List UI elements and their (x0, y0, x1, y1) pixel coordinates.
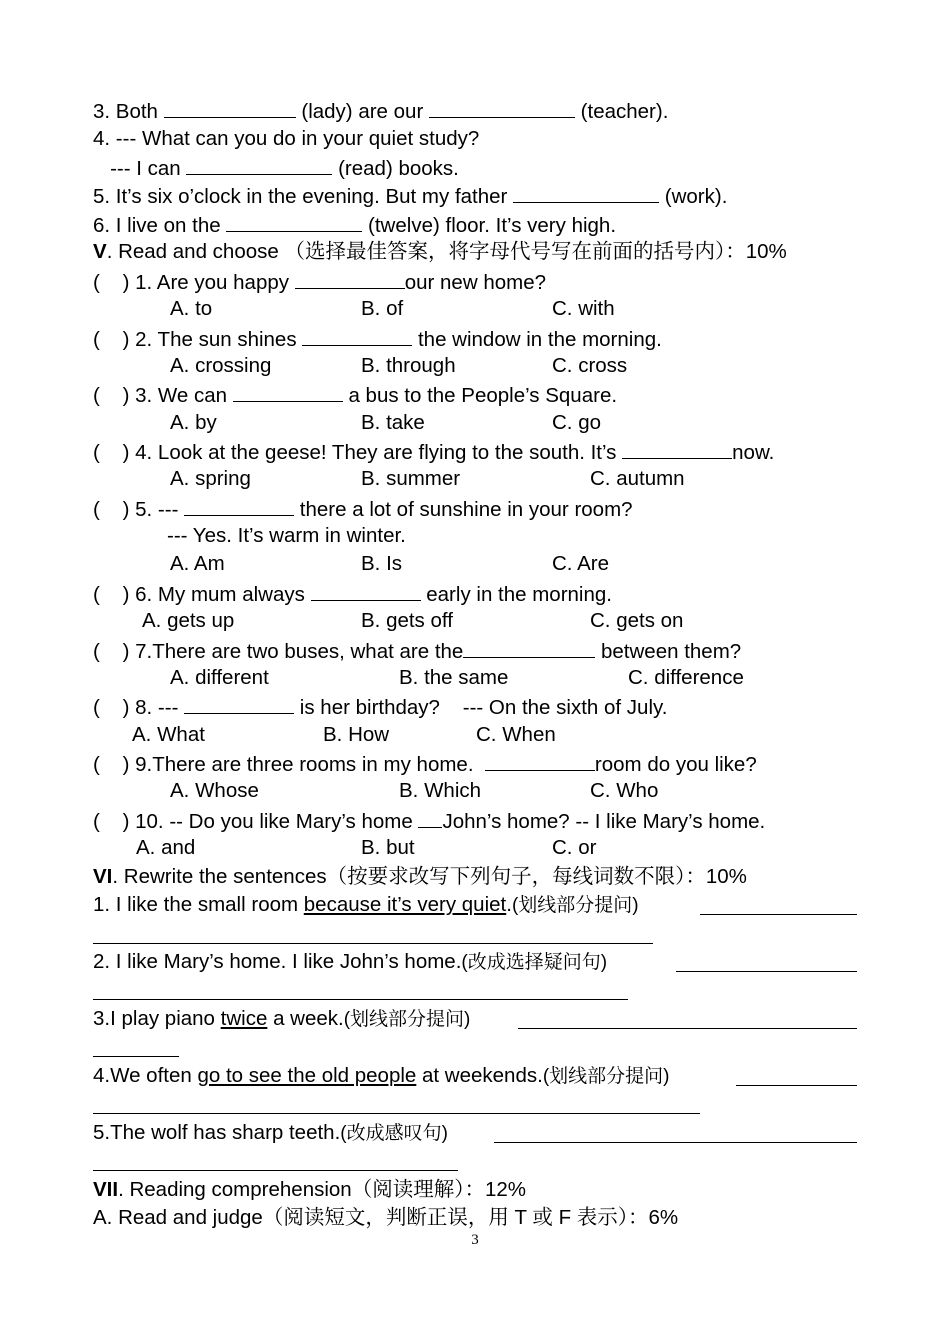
question-stem-end: between them? (595, 640, 742, 663)
rewrite-text-end: at weekends. (416, 1064, 543, 1087)
option-c: C. difference (628, 666, 744, 689)
answer-line[interactable] (93, 943, 653, 944)
answer-line[interactable] (93, 999, 628, 1000)
mc-question-5 (93, 495, 633, 523)
answer-blank[interactable] (513, 182, 659, 203)
section-7-numeral: VII (93, 1178, 119, 1201)
underlined-part: go to see the old people (197, 1064, 417, 1087)
question-5-response: --- Yes. It’s warm in winter. (167, 524, 406, 547)
rewrite-instruction: (改成选择疑问句) (461, 952, 608, 973)
section-6-numeral: VI (93, 865, 113, 888)
option-a: A. by (170, 411, 217, 434)
fill-q5-text: 5. It’s six o’clock in the evening. But my father (93, 185, 514, 208)
option-a: A. different (170, 666, 269, 689)
answer-line[interactable] (494, 1142, 857, 1143)
question-stem-end: John’s home? -- I like Mary’s home. (442, 810, 766, 833)
fill-q5 (93, 182, 727, 210)
rewrite-4 (93, 1063, 669, 1090)
question-stem: ( ) 9.There are three rooms in my home. (93, 753, 485, 776)
answer-blank[interactable] (184, 495, 294, 516)
mc-question-6 (93, 580, 612, 608)
option-b: B. gets off (361, 609, 453, 632)
rewrite-2 (93, 949, 607, 976)
option-b: B. Is (361, 552, 403, 575)
fill-q5-post: (work). (659, 185, 728, 208)
section-5-numeral: V (93, 240, 107, 263)
section-7-title: . Reading comprehension (118, 1178, 352, 1201)
question-stem: ( ) 1. Are you happy (93, 271, 295, 294)
question-stem-end: is her birthday? --- On the sixth of July. (294, 696, 668, 719)
section-7-heading (93, 1177, 526, 1203)
option-a: A. spring (170, 467, 251, 490)
option-b: B. through (361, 354, 456, 377)
option-c: C. or (552, 836, 597, 859)
answer-line[interactable] (518, 1028, 857, 1029)
section-7a-instruction: （阅读短文，判断正误，用 T 或 F 表示）：6% (262, 1206, 679, 1229)
mc-question-1 (93, 268, 546, 296)
rewrite-instruction: (划线部分提问) (511, 895, 639, 916)
option-b: B. of (361, 297, 404, 320)
answer-blank[interactable] (311, 580, 421, 601)
mc-question-2 (93, 325, 662, 353)
fill-q6 (93, 211, 616, 239)
page-number: 3 (471, 1232, 479, 1248)
answer-blank[interactable] (302, 325, 412, 346)
rewrite-text: 3.I play piano (93, 1007, 221, 1030)
underlined-part: twice (220, 1007, 268, 1030)
fill-q3 (93, 97, 668, 125)
question-stem: ( ) 2. The sun shines (93, 328, 303, 351)
option-a: A. and (136, 836, 196, 859)
rewrite-text: 1. I like the small room (93, 893, 304, 916)
answer-blank[interactable] (622, 438, 732, 459)
answer-blank[interactable] (186, 154, 332, 175)
mc-question-4 (93, 438, 774, 466)
section-6-heading (93, 864, 747, 890)
option-a: A. crossing (170, 354, 272, 377)
section-5-title: . Read and choose (106, 240, 279, 263)
answer-blank[interactable] (418, 807, 442, 828)
answer-blank[interactable] (463, 637, 595, 658)
rewrite-3 (93, 1006, 470, 1033)
question-stem-end: the window in the morning. (412, 328, 662, 351)
question-stem-end: now. (732, 441, 775, 464)
option-b: B. How (323, 723, 390, 746)
option-c: C. gets on (590, 609, 684, 632)
option-c: C. autumn (590, 467, 685, 490)
mc-question-10 (93, 807, 765, 835)
answer-line[interactable] (93, 1056, 179, 1057)
option-a: A. What (132, 723, 205, 746)
mc-question-3 (93, 381, 617, 409)
question-stem: ( ) 8. --- (93, 696, 185, 719)
rewrite-5 (93, 1120, 448, 1147)
option-b: B. Which (399, 779, 482, 802)
answer-blank[interactable] (295, 268, 405, 289)
option-c: C. cross (552, 354, 628, 377)
answer-line[interactable] (700, 914, 857, 915)
option-b: B. the same (399, 666, 509, 689)
mc-question-8 (93, 693, 667, 721)
fill-q4b (93, 154, 459, 182)
question-stem: ( ) 7.There are two buses, what are the (93, 640, 464, 663)
fill-q6-post: (twelve) floor. It’s very high. (362, 214, 617, 237)
fill-q6-text: 6. I live on the (93, 214, 227, 237)
answer-line[interactable] (93, 1170, 458, 1171)
option-c: C. go (552, 411, 601, 434)
option-a: A. Whose (170, 779, 259, 802)
option-b: B. take (361, 411, 425, 434)
answer-line[interactable] (736, 1085, 857, 1086)
section-6-title: . Rewrite the sentences (112, 865, 327, 888)
answer-blank[interactable] (164, 97, 296, 118)
fill-q3-text: 3. Both (93, 100, 164, 123)
question-stem: ( ) 6. My mum always (93, 583, 311, 606)
question-stem: ( ) 4. Look at the geese! They are flying to the south. It’s (93, 441, 623, 464)
question-stem: ( ) 5. --- (93, 498, 185, 521)
question-stem: ( ) 3. We can (93, 384, 233, 407)
question-stem-end: there a lot of sunshine in your room? (294, 498, 633, 521)
question-stem: ( ) 10. -- Do you like Mary’s home (93, 810, 419, 833)
option-a: A. Am (170, 552, 225, 575)
fill-q4a: 4. --- What can you do in your quiet study? (93, 127, 480, 150)
option-b: B. summer (361, 467, 461, 490)
option-a: A. gets up (142, 609, 235, 632)
answer-blank[interactable] (429, 97, 575, 118)
option-a: A. to (170, 297, 213, 320)
answer-blank[interactable] (233, 381, 343, 402)
fill-q4b-text: --- I can (93, 157, 187, 180)
rewrite-text: 5.The wolf has sharp teeth. (93, 1121, 341, 1144)
rewrite-1 (93, 892, 639, 919)
answer-blank[interactable] (226, 211, 362, 232)
underlined-part: because it’s very quiet (303, 893, 507, 916)
answer-line[interactable] (676, 971, 857, 972)
answer-line[interactable] (93, 1113, 700, 1114)
answer-blank[interactable] (485, 750, 595, 771)
question-stem-end: our new home? (404, 271, 546, 294)
option-c: C. Who (590, 779, 659, 802)
question-stem-end: a bus to the People’s Square. (342, 384, 618, 407)
question-stem-end: early in the morning. (420, 583, 612, 606)
option-c: C. Are (552, 552, 609, 575)
section-5-heading (93, 239, 787, 265)
section-7a-title: A. Read and judge (93, 1206, 263, 1229)
mc-question-9 (93, 750, 757, 778)
fill-q4b-post: (read) books. (332, 157, 459, 180)
fill-q3-post: (teacher). (574, 100, 669, 123)
option-b: B. but (361, 836, 415, 859)
answer-blank[interactable] (184, 693, 294, 714)
section-7a-heading (93, 1205, 678, 1231)
section-7-instruction: （阅读理解）：12% (351, 1178, 526, 1201)
section-5-instruction: （选择最佳答案，将字母代号写在前面的括号内）：10% (284, 240, 787, 263)
option-c: C. with (552, 297, 615, 320)
rewrite-text-end: . (506, 893, 512, 916)
section-6-instruction: （按要求改写下列句子，每线词数不限）：10% (326, 865, 747, 888)
rewrite-text: 4.We often (93, 1064, 198, 1087)
rewrite-instruction: (划线部分提问) (542, 1066, 670, 1087)
mc-question-7 (93, 637, 741, 665)
option-c: C. When (476, 723, 556, 746)
question-stem-end: room do you like? (594, 753, 757, 776)
rewrite-text: 2. I like Mary’s home. I like John’s home. (93, 950, 462, 973)
rewrite-instruction: (改成感叹句) (340, 1123, 448, 1144)
rewrite-text-end: a week. (267, 1007, 344, 1030)
rewrite-instruction: (划线部分提问) (343, 1009, 471, 1030)
fill-q3-mid: (lady) are our (295, 100, 429, 123)
